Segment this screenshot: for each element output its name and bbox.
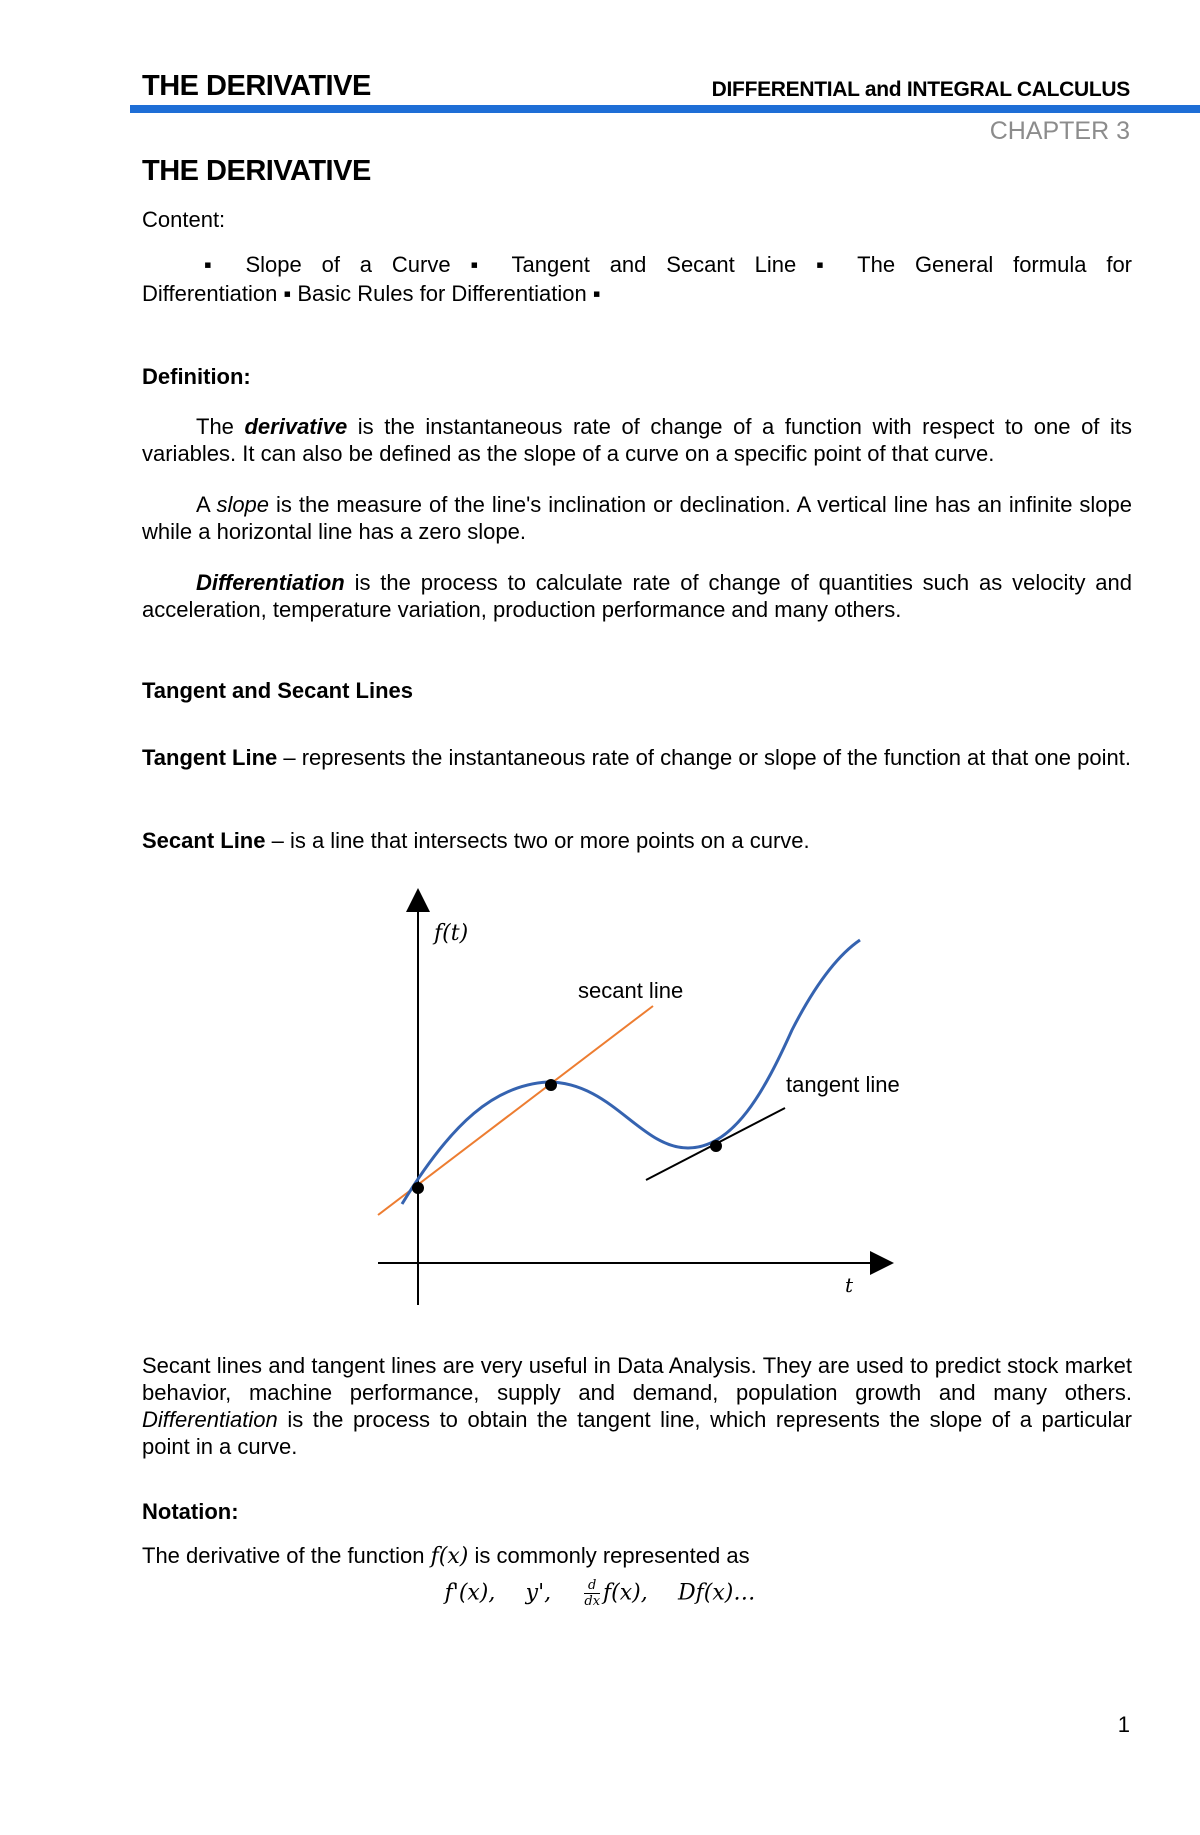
header-right-title: DIFFERENTIAL and INTEGRAL CALCULUS [711, 78, 1130, 101]
chapter-label: CHAPTER 3 [989, 117, 1130, 145]
y-axis-label: f(t) [434, 921, 469, 946]
header-left-title: THE DERIVATIVE [142, 70, 371, 102]
content-line-2: Differentiation ▪ Basic Rules for Differentiation ▪ [142, 281, 601, 306]
notation-forms [0, 1578, 1200, 1609]
tangent-line-definition: Tangent Line – represents the instantaneous rate of change or slope of the function at that one point. [142, 745, 1131, 770]
secant-point-1 [412, 1182, 424, 1194]
secant-point-2 [545, 1079, 557, 1091]
analysis-paragraph: Secant lines and tangent lines are very useful in Data Analysis. They are used to predict stock market behavior, machine performance, supply and demand, population growth and many others. Differentiation is the process to obtain the tangent line, which represents the slope of a particular point in a curve. [142, 1353, 1132, 1459]
notation-leibniz-fraction: $\frac{d}{dx}$ [584, 1578, 601, 1609]
definition-paragraph-1: The derivative is the instantaneous rate of change of a function with respect to one of its variables. It can also be defined as the slope of a curve on a specific point of that curve. [142, 414, 1132, 466]
tangent-point [710, 1140, 722, 1152]
notation-prime: f'(x), [444, 1580, 496, 1606]
definition-paragraph-3: Differentiation is the process to calculate rate of change of quantities such as velocity and acceleration, temperature variation, production performance and many others. [142, 570, 1132, 622]
page-title: THE DERIVATIVE [142, 155, 371, 187]
page-number: 1 [1117, 1712, 1130, 1737]
definition-heading: Definition: [142, 364, 251, 389]
notation-operator: Df(x)… [678, 1580, 756, 1606]
secant-line-definition: Secant Line – is a line that intersects two or more points on a curve. [142, 828, 810, 853]
definition-paragraph-2: A slope is the measure of the line's inclination or declination. A vertical line has an infinite slope while a horizontal line has a zero slope. [142, 492, 1132, 544]
content-label: Content: [142, 207, 226, 232]
notation-intro: The derivative of the function f(x) is commonly represented as [142, 1543, 750, 1569]
tangent-secant-heading: Tangent and Secant Lines [142, 678, 413, 703]
tangent-line-label: tangent line [786, 1072, 900, 1097]
content-line-1: ▪ Slope of a Curve ▪ Tangent and Secant Line ▪ The General formula for [204, 252, 1132, 277]
notation-y-prime: y', [525, 1580, 552, 1606]
notation-leibniz-fn: f(x), [603, 1580, 648, 1606]
x-axis-label: t [845, 1273, 854, 1297]
secant-line-label: secant line [578, 978, 684, 1003]
notation-heading: Notation: [142, 1499, 239, 1524]
